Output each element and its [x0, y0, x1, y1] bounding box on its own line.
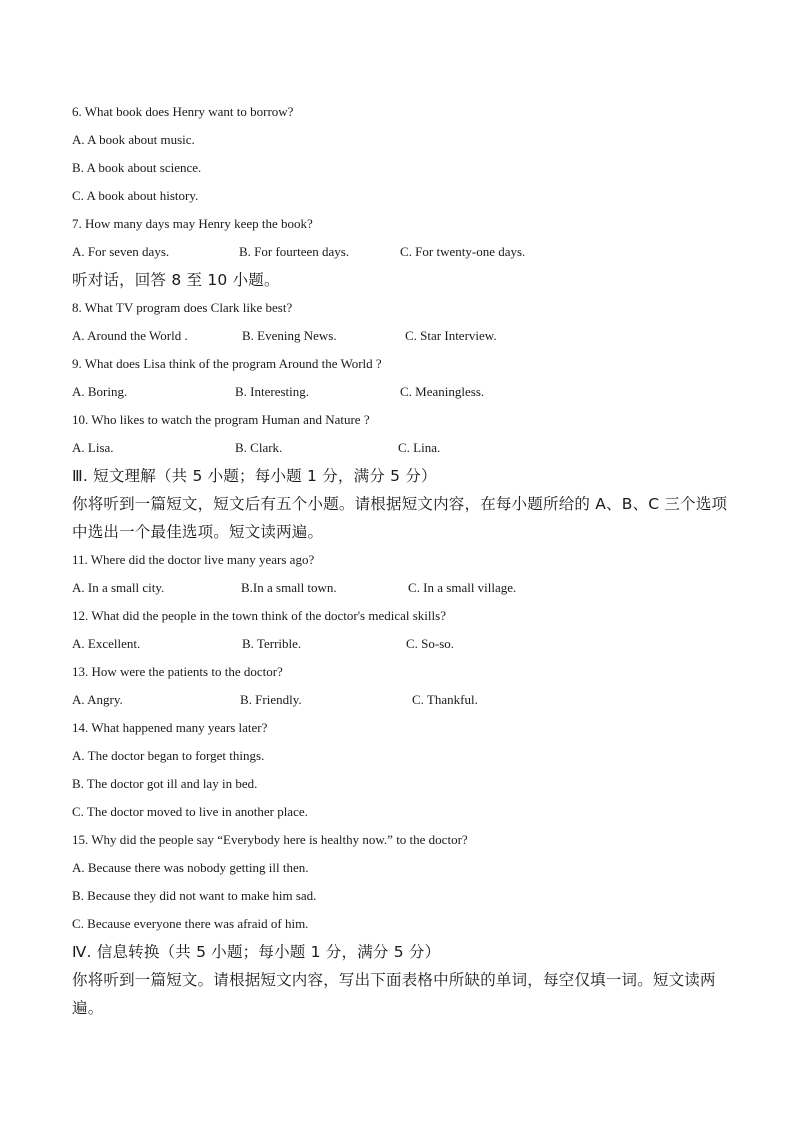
question-12: 12. What did the people in the town think of the doctor's medical skills?	[72, 608, 446, 623]
question-6: 6. What book does Henry want to borrow?	[72, 104, 294, 119]
q15-option-a: A. Because there was nobody getting ill then.	[72, 860, 309, 875]
q14-option-a: A. The doctor began to forget things.	[72, 748, 265, 763]
q13-option-c: C. Thankful.	[412, 692, 478, 707]
question-8: 8. What TV program does Clark like best?	[72, 300, 293, 315]
q7-options	[72, 244, 732, 260]
q6-option-a: A. A book about music.	[72, 132, 195, 147]
q9-option-b: B. Interesting.	[235, 384, 310, 399]
question-13: 13. How were the patients to the doctor?	[72, 664, 283, 679]
q11-options	[72, 580, 732, 596]
q9-option-a: A. Boring.	[72, 384, 128, 399]
q13-option-b: B. Friendly.	[240, 692, 302, 707]
section-3-instruction: 你将听到一篇短文，短文后有五个小题。请根据短文内容，在每小题所给的 A、B、C 三个选项中选出一个最佳选项。短文读两遍。	[72, 495, 728, 541]
q8-option-a: A. Around the World .	[72, 328, 188, 343]
section-4-heading: Ⅳ. 信息转换（共 5 小题；每小题 1 分，满分 5 分）	[72, 943, 441, 961]
q12-options	[72, 636, 732, 652]
question-7: 7. How many days may Henry keep the book?	[72, 216, 313, 231]
q15-option-b: B. Because they did not want to make him sad.	[72, 888, 317, 903]
q11-option-a: A. In a small city.	[72, 580, 165, 595]
q9-options	[72, 384, 732, 400]
q11-option-b: B.In a small town.	[241, 580, 337, 595]
question-14: 14. What happened many years later?	[72, 720, 268, 735]
section-4-instruction: 你将听到一篇短文。请根据短文内容，写出下面表格中所缺的单词，每空仅填一词。短文读两遍。	[72, 971, 716, 1017]
q6-option-b: B. A book about science.	[72, 160, 202, 175]
q7-option-a: A. For seven days.	[72, 244, 170, 259]
section-3-heading: Ⅲ. 短文理解（共 5 小题；每小题 1 分，满分 5 分）	[72, 467, 437, 485]
q12-option-b: B. Terrible.	[242, 636, 302, 651]
q11-option-c: C. In a small village.	[408, 580, 517, 595]
q10-option-c: C. Lina.	[398, 440, 441, 455]
question-15: 15. Why did the people say “Everybody here is healthy now.” to the doctor?	[72, 832, 468, 847]
q15-option-c: C. Because everyone there was afraid of him.	[72, 916, 309, 931]
q14-option-b: B. The doctor got ill and lay in bed.	[72, 776, 258, 791]
q10-option-a: A. Lisa.	[72, 440, 114, 455]
question-9: 9. What does Lisa think of the program Around the World ?	[72, 356, 382, 371]
question-11: 11. Where did the doctor live many years ago?	[72, 552, 315, 567]
q13-options	[72, 692, 732, 708]
q8-options	[72, 328, 732, 344]
question-10: 10. Who likes to watch the program Human and Nature ?	[72, 412, 370, 427]
q13-option-a: A. Angry.	[72, 692, 123, 707]
q10-option-b: B. Clark.	[235, 440, 283, 455]
q6-option-c: C. A book about history.	[72, 188, 199, 203]
q10-options	[72, 440, 732, 456]
q12-option-a: A. Excellent.	[72, 636, 141, 651]
q8-option-c: C. Star Interview.	[405, 328, 497, 343]
q12-option-c: C. So-so.	[406, 636, 455, 651]
instruction-8-10: 听对话，回答 8 至 10 小题。	[72, 271, 280, 289]
q7-option-c: C. For twenty-one days.	[400, 244, 526, 259]
q8-option-b: B. Evening News.	[242, 328, 337, 343]
q7-option-b: B. For fourteen days.	[239, 244, 350, 259]
q9-option-c: C. Meaningless.	[400, 384, 485, 399]
q14-option-c: C. The doctor moved to live in another place.	[72, 804, 308, 819]
